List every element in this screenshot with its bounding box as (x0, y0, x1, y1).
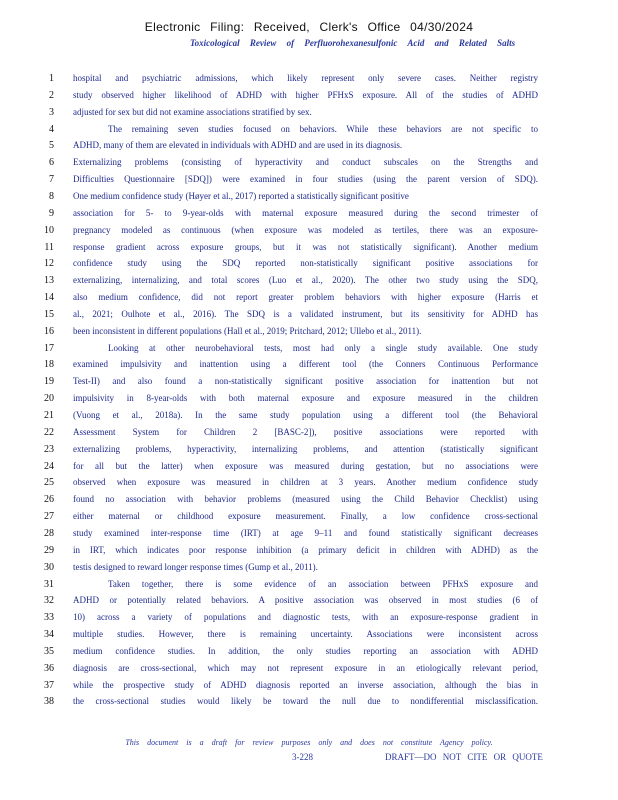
text-line (0, 121, 618, 138)
line-text: multiple studies. However, there is remaining uncertainty. Associations were inconsistent across (73, 629, 538, 640)
line-number: 27 (44, 511, 54, 523)
text-line (0, 576, 618, 593)
line-number: 25 (44, 477, 54, 489)
text-line (0, 306, 618, 323)
line-text: medium confidence studies. In addition, the only studies reporting an association with ADHD (73, 645, 538, 656)
line-text: ADHD or potentially related behaviors. A positive association was observed in most studies (6 of (73, 595, 538, 606)
text-line (0, 70, 618, 87)
text-line (0, 592, 618, 609)
line-text: while the prospective study of ADHD diagnosis reported an inverse association, although the bias in (73, 679, 538, 690)
line-text: either maternal or childhood exposure measurement. Finally, a low confidence cross-sectional (73, 511, 538, 522)
line-number: 12 (44, 258, 54, 270)
text-line (0, 340, 618, 357)
line-number: 16 (44, 325, 54, 337)
line-number: 17 (44, 342, 54, 354)
line-text: found no association with behavior problems (measured using the Child Behavior Checklist) using (73, 494, 538, 505)
running-head: Toxicological Review of Perfluorohexanesulfonic Acid and Related Salts (190, 38, 516, 48)
line-text: hospital and psychiatric admissions, which likely represent only severe cases. Neither registry (73, 73, 538, 83)
line-text: diagnosis are cross-sectional, which may not represent exposure in an etiologically relevant period, (73, 662, 538, 673)
line-number: 20 (44, 393, 54, 405)
line-number: 28 (44, 527, 54, 539)
line-number: 13 (44, 275, 54, 287)
text-line (0, 643, 618, 660)
line-number: 38 (44, 696, 54, 708)
line-text: Taken together, there is some evidence of an association between PFHxS exposure and (108, 578, 538, 589)
line-number: 6 (49, 157, 54, 169)
line-text: in IRT, which indicates poor response inhibition (a primary deficit in children with ADHD) as the (73, 544, 538, 555)
text-line (0, 104, 618, 121)
text-line (0, 660, 618, 677)
line-text: Assessment System for Children 2 [BASC-2]), positive associations were reported with (73, 426, 538, 437)
line-text: study examined inter-response time (IRT) at age 9–11 and found statistically significant decreases (73, 527, 538, 538)
line-number: 32 (44, 595, 54, 607)
line-text: The remaining seven studies focused on behaviors. While these behaviors are not specific to (108, 123, 538, 134)
text-line (0, 171, 618, 188)
line-number: 30 (44, 561, 54, 573)
line-number: 21 (44, 410, 54, 421)
text-line (0, 373, 618, 390)
line-text: Looking at other neurobehavioral tests, most had only a single study available. One study (108, 342, 538, 353)
text-line (0, 205, 618, 222)
line-number: 18 (44, 359, 54, 371)
line-number: 23 (44, 443, 54, 455)
line-number: 22 (44, 426, 54, 438)
text-line (0, 677, 618, 694)
line-number: 5 (49, 140, 54, 152)
text-line (0, 407, 618, 424)
text-line (0, 626, 618, 643)
filing-stamp: Electronic Filing: Received, Clerk's Office 04/30/2024 (144, 20, 474, 34)
line-text: study observed higher likelihood of ADHD with higher PFHxS exposure. All of the studies of ADHD (73, 89, 538, 100)
line-number: 35 (44, 645, 54, 657)
line-text: (Vuong et al., 2018a). In the same study population using a different tool (the Behavioral (73, 410, 538, 420)
text-line (0, 458, 618, 475)
line-number: 37 (44, 679, 54, 691)
text-line (0, 474, 618, 491)
line-text: response gradient across exposure groups, but it was not statistically significant). Another medium (73, 241, 538, 252)
text-line (0, 508, 618, 525)
line-text: Externalizing problems (consisting of hyperactivity and conduct subscales on the Strengths and (73, 157, 538, 168)
line-text: externalizing, internalizing, and total scores (Luo et al., 2020). The other two study using the SDQ, (73, 275, 538, 286)
text-line (0, 289, 618, 306)
text-line (0, 609, 618, 626)
line-number: 24 (44, 460, 54, 472)
text-line (0, 525, 618, 542)
text-line (0, 441, 618, 458)
line-text: confidence study using the SDQ reported non-statistically significant positive associations for (73, 258, 538, 269)
text-line (0, 137, 618, 154)
line-text: the cross-sectional studies would likely be toward the null due to nondifferential misclassification. (73, 696, 538, 707)
line-text: externalizing problems, hyperactivity, internalizing problems, and attention (statistically significant (73, 443, 538, 454)
line-text: pregnancy modeled as continuous (when exposure was modeled as tertiles, there was an exposure- (73, 224, 538, 235)
draft-disclaimer: This document is a draft for review purposes only and does not constitute Agency policy. (125, 738, 493, 747)
line-number: 36 (44, 662, 54, 674)
text-line (0, 390, 618, 407)
line-text: been inconsistent in different populations (Hall et al., 2019; Pritchard, 2012; Ullebo et al., 2011). (73, 325, 422, 336)
line-text: impulsivity in 8-year-olds with both maternal exposure and exposure measured in the children (73, 393, 538, 404)
text-line (0, 693, 618, 710)
line-number: 33 (44, 612, 54, 624)
line-number: 14 (44, 292, 54, 304)
line-number: 11 (44, 241, 54, 253)
line-text: examined impulsivity and inattention using a different tool (the Conners Continuous Performance (73, 359, 538, 370)
text-line (0, 424, 618, 441)
page-number: 3-228 (292, 752, 313, 762)
draft-notice: DRAFT—DO NOT CITE OR QUOTE (385, 752, 543, 762)
line-number: 3 (49, 106, 54, 118)
text-line (0, 491, 618, 508)
line-text: ADHD, many of them are elevated in individuals with ADHD and are used in its diagnosis. (73, 140, 403, 151)
line-number: 7 (49, 174, 54, 186)
text-line (0, 154, 618, 171)
line-text: 10) across a variety of populations and diagnostic tests, with an exposure-response gradient in (73, 612, 538, 623)
line-number: 8 (49, 190, 54, 202)
text-line (0, 222, 618, 239)
line-number: 15 (44, 308, 54, 320)
line-number: 10 (44, 224, 54, 236)
line-number: 9 (49, 207, 54, 219)
line-text: al., 2021; Oulhote et al., 2016). The SDQ is a validated instrument, but its sensitivity for ADHD has (73, 308, 538, 319)
text-line (0, 356, 618, 373)
line-number: 29 (44, 544, 54, 556)
text-line (0, 323, 618, 340)
text-line (0, 87, 618, 104)
text-line (0, 542, 618, 559)
line-text: testis designed to reward longer response times (Gump et al., 2011). (73, 561, 318, 572)
text-line (0, 255, 618, 272)
line-text: association for 5- to 9-year-olds with maternal exposure measured during the second trimester of (73, 207, 538, 218)
text-line (0, 559, 618, 576)
text-line (0, 239, 618, 256)
line-text: also medium confidence, did not report greater problem behaviors with higher exposure (Harris et (73, 292, 538, 303)
line-number: 34 (44, 629, 54, 641)
line-number: 31 (44, 578, 54, 590)
line-number: 19 (44, 376, 54, 388)
line-text: One medium confidence study (Høyer et al., 2017) reported a statistically significant positive (73, 190, 409, 201)
line-text: Difficulties Questionnaire [SDQ]) were examined in four studies (using the parent version of SDQ). (73, 174, 538, 185)
line-number: 26 (44, 494, 54, 506)
text-line (0, 188, 618, 205)
line-number: 1 (49, 73, 54, 84)
line-text: Test-II) and also found a non-statistically significant positive association for inattention but not (73, 376, 538, 387)
line-text: adjusted for sex but did not examine associations stratified by sex. (73, 106, 312, 117)
line-text: for all but the latter) when exposure was measured during gestation, but no associations were (73, 460, 538, 471)
line-text: observed when exposure was measured in children at 3 years. Another medium confidence study (73, 477, 538, 488)
line-number: 4 (49, 123, 54, 135)
text-line (0, 272, 618, 289)
line-number: 2 (49, 89, 54, 101)
